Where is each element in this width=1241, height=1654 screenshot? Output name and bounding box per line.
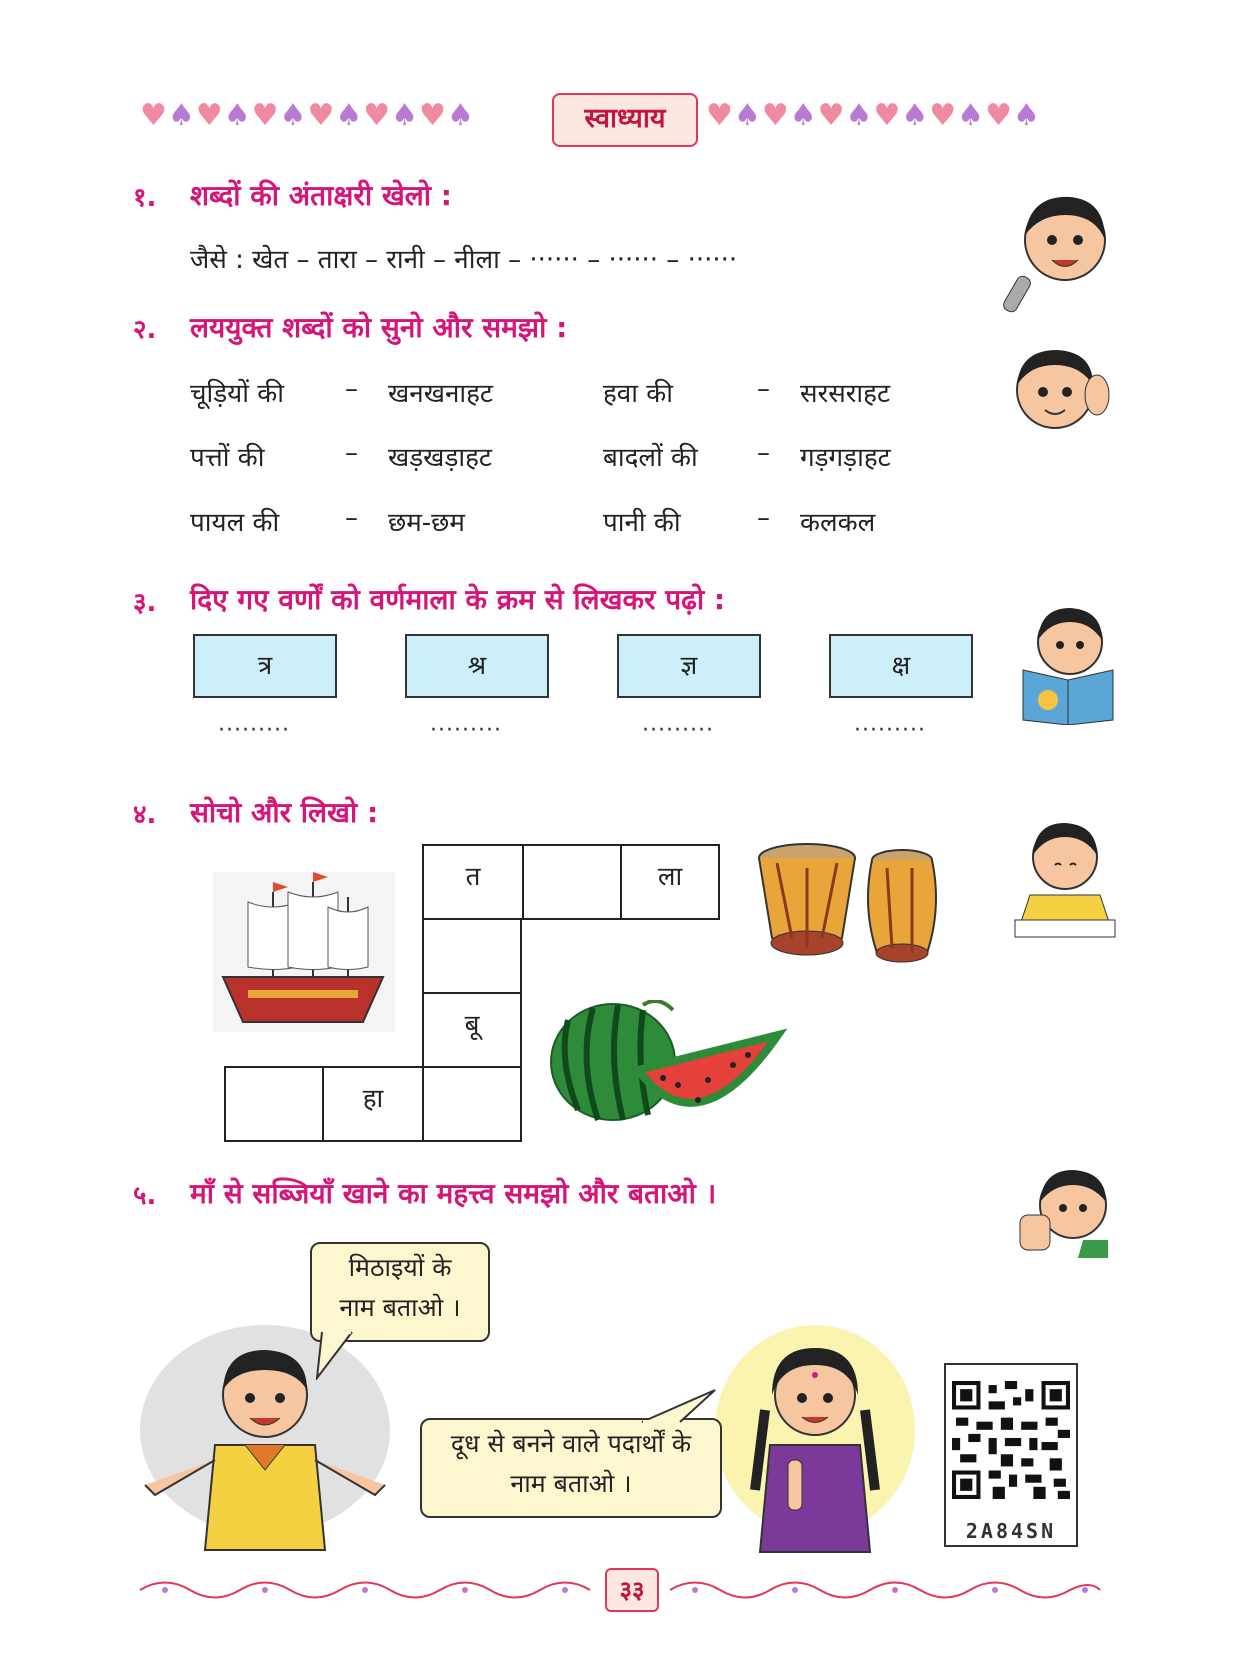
ship-illustration: [213, 872, 395, 1032]
section-title: स्वाध्याय: [552, 93, 698, 147]
q2-dash: –: [757, 438, 770, 468]
q4-number: ४.: [133, 800, 157, 830]
q1-title: शब्दों की अंताक्षरी खेलो :: [190, 179, 452, 212]
q1-number: १.: [133, 183, 157, 213]
q2-title: लययुक्त शब्दों को सुनो और समझो :: [190, 311, 568, 344]
crossword-cell[interactable]: [422, 918, 522, 994]
crossword-cell[interactable]: ला: [620, 844, 720, 920]
q2-row1-a: चूड़ियों की: [190, 379, 284, 409]
answer-blank[interactable]: ·········: [854, 718, 926, 743]
girl-speech-bubble: [420, 1418, 722, 1518]
boy-speech-bubble: [310, 1242, 490, 1342]
girl-bubble-line1: दूध से बनने वाले पदार्थों के: [450, 1429, 692, 1458]
answer-blank[interactable]: ·········: [430, 718, 502, 743]
qr-code[interactable]: [944, 1363, 1078, 1547]
letter-box: क्ष: [829, 634, 973, 698]
q3-number: ३.: [133, 588, 157, 618]
decorative-hearts-right: ♥♠♥♠♥♠♥♠♥♠♥♠: [706, 98, 1041, 133]
boy-bubble-line1: मिठाइयों के: [348, 1253, 452, 1282]
speech-bubble-tail: [312, 1330, 362, 1380]
page-number: ३३: [605, 1568, 659, 1612]
q3-title: दिए गए वर्णों को वर्णमाला के क्रम से लिखकर पढ़ो :: [190, 583, 726, 616]
q2-row2-b-sound: गड़गड़ाहट: [800, 443, 891, 473]
girl-bubble-line2: नाम बताओ ।: [510, 1469, 632, 1498]
answer-blank[interactable]: ·········: [218, 718, 290, 743]
boy-bubble-line2: नाम बताओ ।: [339, 1293, 461, 1322]
q2-row1-b-sound: सरसराहट: [800, 379, 891, 409]
q5-title: माँ से सब्जियाँ खाने का महत्त्व समझो और बताओ ।: [190, 1177, 717, 1210]
q2-dash: –: [757, 374, 770, 404]
crossword-cell[interactable]: [224, 1066, 324, 1142]
qr-code-label: 2A84SN: [965, 1519, 1057, 1543]
footer-ornament-left: [135, 1575, 595, 1605]
q2-row3-a-sound: छम-छम: [388, 508, 465, 538]
child-reading-illustration: [1018, 600, 1118, 725]
q2-row3-a: पायल की: [190, 508, 280, 538]
q2-row2-b: बादलों की: [603, 443, 698, 473]
q2-number: २.: [133, 315, 157, 345]
letter-box: ज्ञ: [617, 634, 761, 698]
q4-title: सोचो और लिखो :: [190, 796, 379, 829]
q5-number: ५.: [133, 1181, 157, 1211]
q2-row3-b: पानी की: [603, 508, 681, 538]
speech-bubble-tail: [640, 1388, 720, 1424]
footer-ornament-right: [665, 1575, 1105, 1605]
q2-row1-b: हवा की: [603, 379, 673, 409]
q2-dash: –: [757, 503, 770, 533]
girl-illustration: [710, 1320, 920, 1555]
q2-dash: –: [345, 374, 358, 404]
tabla-drums-illustration: [752, 838, 952, 968]
q2-row1-a-sound: खनखनाहट: [388, 379, 494, 409]
q2-row2-a: पत्तों की: [190, 443, 265, 473]
child-thumbs-up-illustration: [1018, 1160, 1118, 1260]
crossword-cell[interactable]: [422, 1066, 522, 1142]
watermelon-illustration: [548, 1000, 788, 1130]
crossword-cell[interactable]: हा: [322, 1066, 424, 1142]
letter-box: त्र: [193, 634, 337, 698]
decorative-hearts-left: ♥♠♥♠♥♠♥♠♥♠♥♠: [140, 98, 475, 133]
q1-example: जैसे : खेत – तारा – रानी – नीला – ······ – ······ – ······: [190, 245, 738, 275]
qr-code-pattern: [952, 1370, 1070, 1510]
crossword-cell[interactable]: [522, 844, 622, 920]
q2-row3-b-sound: कलकल: [800, 508, 876, 538]
child-writing-illustration: [1010, 815, 1120, 940]
crossword-cell[interactable]: बू: [422, 992, 522, 1068]
child-listening-illustration: [1005, 340, 1115, 440]
answer-blank[interactable]: ·········: [642, 718, 714, 743]
crossword-cell[interactable]: त: [422, 844, 524, 920]
child-with-microphone-illustration: [1000, 185, 1115, 320]
letter-box: श्र: [405, 634, 549, 698]
q2-dash: –: [345, 438, 358, 468]
q2-row2-a-sound: खड़खड़ाहट: [388, 443, 493, 473]
q2-dash: –: [345, 503, 358, 533]
